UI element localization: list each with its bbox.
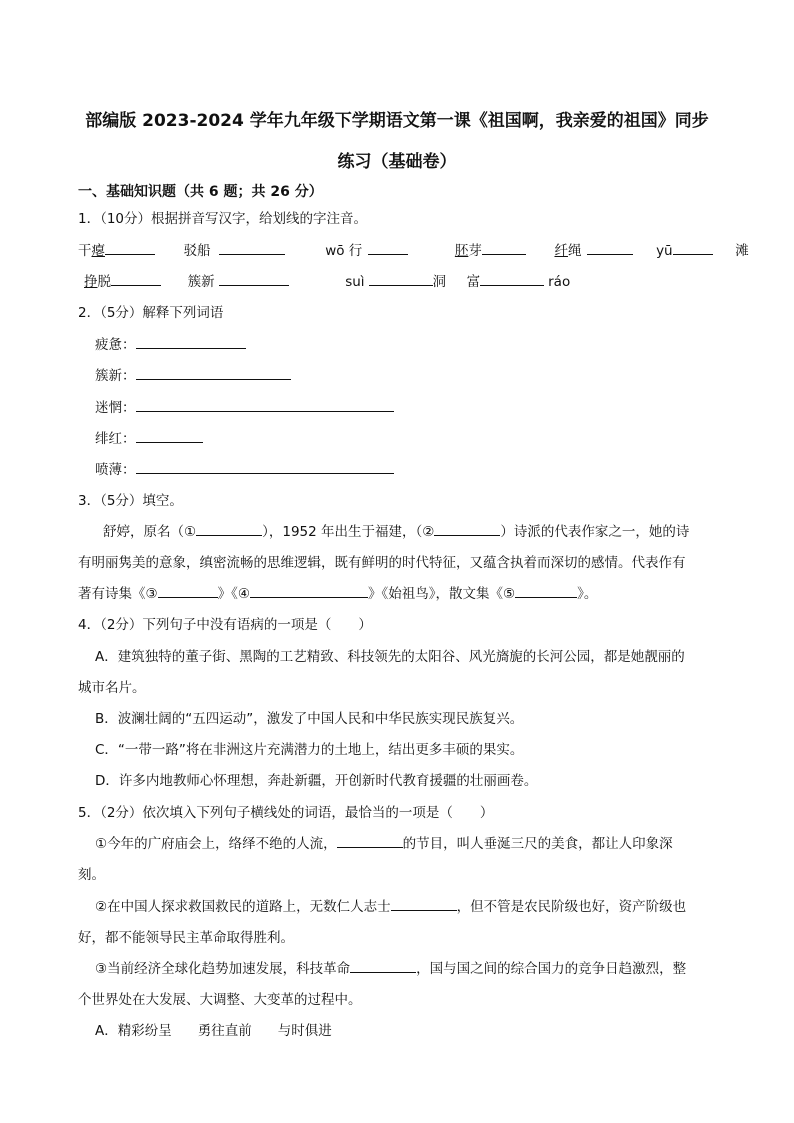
answer-blank[interactable] xyxy=(250,585,368,598)
q2-item-3: 迷惘： xyxy=(95,396,394,416)
q5-sentence-2: ②在中国人探求救国救民的道路上，无数仁人志士 ，但不管是农民阶级也好，资产阶级也 xyxy=(95,899,687,915)
underlined-char: 瘪 xyxy=(91,243,105,259)
answer-blank[interactable] xyxy=(391,898,457,911)
answer-blank[interactable] xyxy=(196,523,262,536)
answer-blank[interactable] xyxy=(480,273,544,286)
q3-line-2: 有明丽隽美的意象，缜密流畅的思维逻辑，既有鲜明的时代特征，又蕴含执着而深切的感情。代表作有 xyxy=(78,555,686,571)
q2-item-4: 绯红： xyxy=(95,427,203,447)
q5-option-a[interactable]: A．精彩纷呈 勇往直前 与时俱进 xyxy=(95,1023,332,1039)
answer-blank[interactable] xyxy=(337,835,403,848)
q5-sentence-2-cont: 好，都不能领导民主革命取得胜利。 xyxy=(78,930,294,946)
q4-option-a[interactable]: A．建筑独特的董子街、黑陶的工艺精致、科技领先的太阳谷、风光旖旎的长河公园，都是她靓丽的 xyxy=(95,649,685,665)
q3-stem: 3．（5分）填空。 xyxy=(78,493,183,509)
q4-option-c[interactable]: C．“一带一路”将在非洲这片充满潜力的土地上，结出更多丰硕的果实。 xyxy=(95,742,524,758)
q4-option-b[interactable]: B．波澜壮阔的“五四运动”，激发了中国人民和中华民族实现民族复兴。 xyxy=(95,711,524,727)
q2-stem: 2．（5分）解释下列词语 xyxy=(78,305,224,321)
q1-row2: 挣脱 簇新 suì 洞 富 ráo xyxy=(84,274,571,290)
answer-blank[interactable] xyxy=(369,273,433,286)
q5-sentence-1-cont: 刻。 xyxy=(78,867,105,883)
answer-blank[interactable] xyxy=(219,242,285,255)
q4-option-a-cont: 城市名片。 xyxy=(78,680,146,696)
answer-blank[interactable] xyxy=(482,242,526,255)
q5-stem: 5．（2分）依次填入下列句子横线处的词语，最恰当的一项是（ ） xyxy=(78,805,494,821)
section-heading: 一、基础知识题（共 6 题；共 26 分） xyxy=(78,184,323,200)
answer-blank[interactable] xyxy=(368,242,408,255)
q2-item-2: 簇新： xyxy=(95,364,291,384)
q1-row1: 干瘪 驳船 wō 行 胚芽 纤绳 yū 滩 xyxy=(78,243,749,259)
title-line-1: 部编版 2023-2024 学年九年级下学期语文第一课《祖国啊，我亲爱的祖国》同步 xyxy=(85,111,709,131)
answer-blank[interactable] xyxy=(434,523,500,536)
answer-blank[interactable] xyxy=(673,242,713,255)
q5-sentence-3: ③当前经济全球化趋势加速发展，科技革命 ，国与国之间的综合国力的竞争日趋激烈，整 xyxy=(95,961,687,977)
q4-option-d[interactable]: D．许多内地教师心怀理想，奔赴新疆，开创新时代教育援疆的壮丽画卷。 xyxy=(95,773,538,789)
q1-stem: 1．（10分）根据拼音写汉字，给划线的字注音。 xyxy=(78,211,368,227)
q2-item-1: 疲惫： xyxy=(95,333,246,353)
answer-blank[interactable] xyxy=(136,430,203,443)
answer-blank[interactable] xyxy=(136,399,394,412)
answer-blank[interactable] xyxy=(136,336,246,349)
answer-blank[interactable] xyxy=(158,585,218,598)
answer-blank[interactable] xyxy=(136,367,291,380)
answer-blank[interactable] xyxy=(105,242,155,255)
q5-sentence-1: ①今年的广府庙会上，络绎不绝的人流， 的节目，叫人垂涎三尺的美食，都让人印象深 xyxy=(95,836,673,852)
q3-line-3: 著有诗集《③ 》《④ 》《始祖鸟》，散文集《⑤ 》。 xyxy=(78,586,598,602)
answer-blank[interactable] xyxy=(587,242,633,255)
answer-blank[interactable] xyxy=(111,273,161,286)
answer-blank[interactable] xyxy=(515,585,577,598)
q3-line-1: 舒婷，原名（① ），1952 年出生于福建，（② ）诗派的代表作家之一，她的诗 xyxy=(103,524,690,540)
answer-blank[interactable] xyxy=(136,461,394,474)
title-line-2: 练习（基础卷） xyxy=(337,152,457,172)
answer-blank[interactable] xyxy=(219,273,289,286)
underlined-char: 胚 xyxy=(454,243,469,259)
q2-item-5: 喷薄： xyxy=(95,458,394,478)
underlined-char: 纤 xyxy=(554,243,568,259)
q4-stem: 4．（2分）下列句子中没有语病的一项是（ ） xyxy=(78,617,372,633)
underlined-char: 挣 xyxy=(84,274,98,290)
answer-blank[interactable] xyxy=(350,960,416,973)
q5-sentence-3-cont: 个世界处在大发展、大调整、大变革的过程中。 xyxy=(78,992,362,1008)
